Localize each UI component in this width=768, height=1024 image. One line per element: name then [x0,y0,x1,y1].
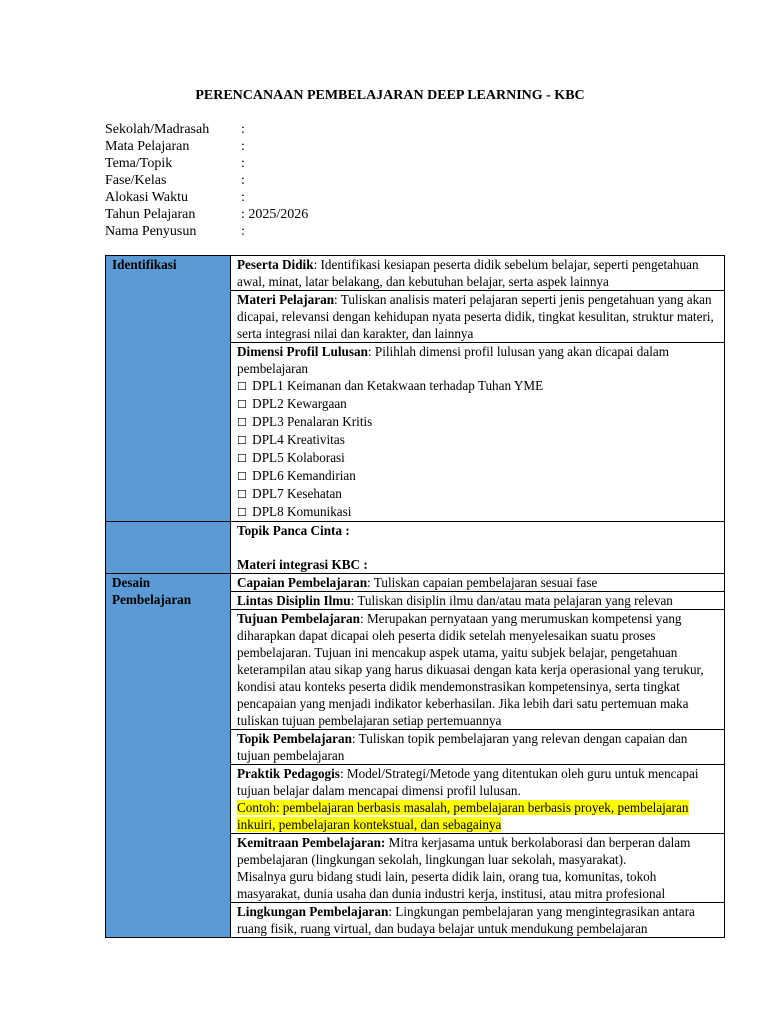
checkbox-icon[interactable]: ☐ [237,488,247,501]
list-item[interactable] [237,395,720,413]
cell-tujuan [231,610,725,730]
field-text: : Tuliskan analisis materi pelajaran seperti jenis pengetahuan yang akan dicapai, relevansi dengan kehidupan nyata peserta didik, tingkat kesulitan, struktur materi, serta integrasi nilai dan karakter, dan lainnya [237,292,714,341]
cell-peserta-didik [231,256,725,291]
dpl-label: DPL6 Kemandirian [252,468,356,483]
list-item[interactable] [237,413,720,431]
table-row [106,256,725,291]
info-label: Tahun Pelajaran [105,207,196,222]
info-value: : [241,224,245,239]
info-label: Alokasi Waktu [105,190,188,205]
cell-kemitraan [231,834,725,903]
blank-line [237,539,720,556]
info-row-fase [105,172,308,189]
dpl-label: DPL5 Kolaborasi [252,450,345,465]
field-text: : Pilihlah dimensi profil lulusan yang akan dicapai dalam pembelajaran [237,344,669,376]
list-item[interactable] [237,449,720,467]
cell-capaian [231,574,725,592]
dpl-list [237,377,720,521]
checkbox-icon[interactable]: ☐ [237,470,247,483]
field-label: Peserta Didik [237,257,314,272]
field-label: Lingkungan Pembelajaran [237,904,389,919]
info-value: : [241,156,245,171]
materi-integrasi-kbc: Materi integrasi KBC : [237,557,368,572]
info-row-sekolah [105,121,308,138]
info-label: Sekolah/Madrasah [105,122,210,137]
cell-materi-pelajaran [231,291,725,343]
checkbox-icon[interactable]: ☐ [237,416,247,429]
section-desain [106,574,231,938]
info-row-tema [105,155,308,172]
dpl-label: DPL2 Kewargaan [252,396,347,411]
list-item[interactable] [237,431,720,449]
cell-dimensi-profil [231,343,725,522]
checkbox-icon[interactable]: ☐ [237,452,247,465]
info-value: : [241,122,245,137]
dpl-label: DPL8 Komunikasi [252,504,352,519]
document-title: PERENCANAAN PEMBELAJARAN DEEP LEARNING - KBC [195,88,585,103]
list-item[interactable] [237,485,720,503]
field-text: Mitra kerjasama untuk berkolaborasi dan berperan dalam pembelajaran (lingkungan sekolah, lingkungan luar sekolah, masyarakat). [237,835,691,867]
table-row [106,574,725,592]
field-text: : Tuliskan capaian pembelajaran sesuai fase [367,575,598,590]
info-label: Nama Penyusun [105,224,197,239]
table-row [106,522,725,574]
field-text: : Tuliskan disiplin ilmu dan/atau mata pelajaran yang relevan [350,593,673,608]
section-empty [106,522,231,574]
section-label: Desain Pembelajaran [112,575,192,607]
info-row-penyusun [105,223,308,240]
info-row-alokasi [105,189,308,206]
section-label: Identifikasi [112,257,177,272]
dpl-label: DPL7 Kesehatan [252,486,342,501]
info-value: : [241,139,245,154]
planning-table [105,255,725,938]
info-label: Mata Pelajaran [105,139,190,154]
info-label: Tema/Topik [105,156,173,171]
info-value: : [241,190,245,205]
field-label: Topik Pembelajaran [237,731,352,746]
list-item[interactable] [237,377,720,395]
info-block [105,121,308,240]
cell-panca-cinta [231,522,725,574]
field-label: Kemitraan Pembelajaran: [237,835,386,850]
cell-praktik-pedagogis [231,765,725,834]
info-row-mapel [105,138,308,155]
info-value: : [241,173,245,188]
field-text: : Merupakan pernyataan yang merumuskan kompetensi yang diharapkan dapat dicapai oleh peserta didik setelah menyelesaikan suatu proses pembelajaran. Tujuan ini mencakup aspek utama, yaitu subjek belajar, pengetahuan keterampilan atau sikap yang harus dikuasai dengan kata kerja operasional yang terukur, kondisi atau konteks peserta didik mendemonstrasikan kompetensinya, serta tingkat pencapaian yang menjadi indikator keberhasilan. Jika lebih dari satu pertemuan maka tuliskan tujuan pembelajaran setiap pertemuannya [237,611,704,728]
field-text: : Tuliskan topik pembelajaran yang relevan dengan capaian dan tujuan pembelajaran [237,731,688,763]
dpl-label: DPL4 Kreativitas [252,432,345,447]
field-label: Materi Pelajaran [237,292,335,307]
checkbox-icon[interactable]: ☐ [237,380,247,393]
checkbox-icon[interactable]: ☐ [237,434,247,447]
info-value: : 2025/2026 [241,207,309,222]
info-row-tahun [105,206,308,223]
field-label: Dimensi Profil Lulusan [237,344,368,359]
field-text: : Lingkungan pembelajaran yang mengintegrasikan antara ruang fisik, ruang virtual, dan budaya belajar untuk mendukung pembelajaran [237,904,695,936]
dpl-label: DPL1 Keimanan dan Ketakwaan terhadap Tuhan YME [252,378,544,393]
field-text: : Model/Strategi/Metode yang ditentukan oleh guru untuk mencapai tujuan belajar dalam mencapai dimensi profil lulusan. [237,766,699,798]
info-label: Fase/Kelas [105,173,167,188]
dpl-label: DPL3 Penalaran Kritis [252,414,373,429]
field-label: Lintas Disiplin Ilmu [237,593,351,608]
topik-panca-cinta: Topik Panca Cinta : [237,523,350,538]
field-label: Praktik Pedagogis [237,766,340,781]
field-label: Tujuan Pembelajaran [237,611,360,626]
checkbox-icon[interactable]: ☐ [237,506,247,519]
list-item[interactable] [237,503,720,521]
list-item[interactable] [237,467,720,485]
field-label: Capaian Pembelajaran [237,575,368,590]
cell-topik-pembelajaran [231,730,725,765]
cell-lintas-disiplin [231,592,725,610]
section-identifikasi [106,256,231,522]
cell-lingkungan [231,903,725,938]
example-highlight: Contoh: pembelajaran berbasis masalah, pembelajaran berbasis proyek, pembelajaran inkuiri, pembelajaran kontekstual, dan sebagainya [237,800,689,832]
checkbox-icon[interactable]: ☐ [237,398,247,411]
field-text: : Identifikasi kesiapan peserta didik sebelum belajar, seperti pengetahuan awal, minat, latar belakang, dan kebutuhan belajar, serta aspek lainnya [237,257,699,289]
field-text-2: Misalnya guru bidang studi lain, peserta didik lain, orang tua, komunitas, tokoh masyarakat, dunia usaha dan dunia industri kerja, institusi, atau mitra profesional [237,869,666,901]
